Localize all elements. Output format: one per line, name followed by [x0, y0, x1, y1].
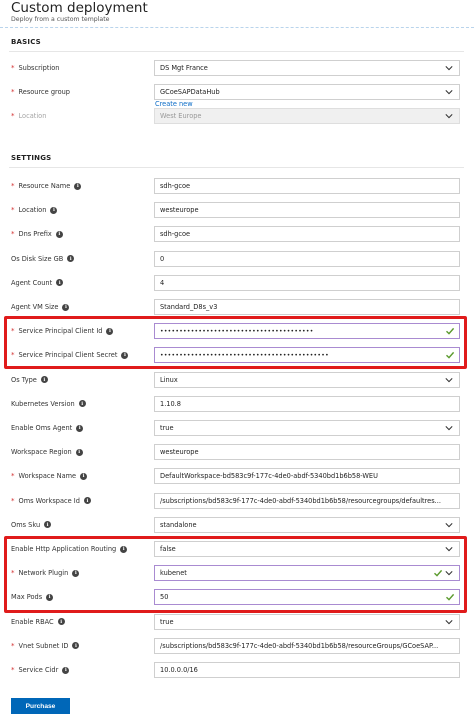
os-type-label	[11, 369, 48, 391]
vnet-subnet-id-input[interactable]	[154, 638, 460, 654]
resource-group-label	[11, 81, 70, 103]
max-pods-label-text: Max Pods	[11, 593, 43, 602]
enable-rbac-value: true	[160, 617, 174, 626]
subscription-label	[11, 57, 59, 79]
form-row-oms-workspace-id	[0, 490, 474, 512]
location-input[interactable]	[154, 202, 460, 218]
workspace-name-input[interactable]	[154, 468, 460, 484]
service-principal-client-secret-label-text: Service Principal Client Secret	[18, 351, 118, 360]
service-cidr-input[interactable]	[154, 662, 460, 678]
oms-workspace-id-label-text: Oms Workspace Id	[18, 496, 80, 505]
required-marker: *	[11, 472, 15, 481]
resource-group-dropdown[interactable]	[154, 84, 460, 100]
chevron-down-icon[interactable]	[445, 64, 453, 72]
info-icon[interactable]: i	[50, 207, 57, 214]
page-title: Custom deployment	[11, 0, 148, 16]
enable-http-application-routing-label-text: Enable Http Application Routing	[11, 545, 117, 553]
form-row-enable-rbac	[0, 611, 474, 633]
info-icon[interactable]: i	[76, 425, 83, 432]
enable-rbac-label	[11, 611, 65, 633]
form-row-service-cidr	[0, 659, 474, 681]
os-disk-size-gb-input[interactable]	[154, 251, 460, 267]
form-row-resource-group	[0, 81, 474, 103]
os-disk-size-gb-label-text: Os Disk Size GB	[11, 254, 64, 263]
workspace-name-label	[11, 465, 87, 487]
info-icon[interactable]: i	[72, 642, 79, 649]
form-row-dns-prefix	[0, 223, 474, 245]
create-new-resource-group-link[interactable]: Create new	[155, 100, 193, 108]
info-icon[interactable]: i	[106, 328, 113, 335]
info-icon[interactable]: i	[74, 183, 81, 190]
info-icon[interactable]: i	[62, 667, 69, 674]
agent-count-label-text: Agent Count	[11, 278, 53, 287]
required-marker: *	[11, 496, 15, 505]
location-label-text: Location	[18, 112, 47, 120]
workspace-name-label-text: Workspace Name	[18, 472, 77, 481]
info-icon[interactable]: i	[46, 594, 53, 601]
workspace-region-label	[11, 441, 83, 463]
page-subtitle: Deploy from a custom template	[11, 16, 110, 23]
kubernetes-version-input[interactable]	[154, 396, 460, 412]
workspace-region-input[interactable]	[154, 444, 460, 460]
resource-name-input[interactable]	[154, 178, 460, 194]
blade-header	[0, 0, 474, 28]
form-row-resource-name	[0, 175, 474, 197]
form-row-location	[0, 105, 474, 127]
resource-name-label	[11, 175, 81, 197]
os-type-dropdown[interactable]	[154, 372, 460, 388]
workspace-region-label-text: Workspace Region	[11, 448, 72, 457]
dns-prefix-label	[11, 223, 63, 245]
info-icon[interactable]: i	[79, 400, 86, 407]
form-row-agent-vm-size	[0, 296, 474, 318]
location-label	[11, 105, 46, 127]
settings-heading: SETTINGS	[11, 154, 52, 162]
vnet-subnet-id-value: /subscriptions/bd583c9f-177c-4de0-abdf-5340bd1b6b58/resourceGroups/GCoeSAP...	[160, 641, 439, 650]
info-icon[interactable]: i	[41, 376, 48, 383]
oms-workspace-id-input[interactable]	[154, 493, 460, 509]
chevron-down-icon[interactable]	[445, 521, 453, 529]
service-principal-client-secret-value: ••••••••••••••••••••••••••••••••••••••••••••	[160, 351, 329, 359]
info-icon[interactable]: i	[58, 618, 65, 625]
subscription-dropdown[interactable]	[154, 60, 460, 76]
resource-name-value: sdh-gcoe	[160, 182, 191, 190]
agent-vm-size-label-text: Agent VM Size	[11, 303, 59, 311]
required-marker: *	[11, 206, 15, 215]
subscription-value: DS Mgt France	[160, 64, 208, 72]
agent-vm-size-input[interactable]	[154, 299, 460, 315]
workspace-region-value: westeurope	[160, 448, 199, 457]
settings-divider	[9, 167, 464, 168]
enable-oms-agent-label	[11, 417, 83, 439]
required-marker: *	[11, 182, 15, 190]
required-marker: *	[11, 64, 15, 72]
required-marker: *	[11, 641, 15, 650]
service-principal-highlight-box	[4, 316, 467, 369]
os-type-label-text: Os Type	[11, 375, 37, 384]
info-icon[interactable]: i	[72, 570, 79, 577]
os-disk-size-gb-label	[11, 248, 74, 270]
agent-count-value: 4	[160, 278, 165, 287]
vnet-subnet-id-label	[11, 635, 79, 657]
enable-rbac-dropdown[interactable]	[154, 614, 460, 630]
form-row-subscription	[0, 57, 474, 79]
info-icon[interactable]: i	[67, 255, 74, 262]
kubernetes-version-value: 1.10.8	[160, 399, 181, 408]
service-principal-client-id-value: ••••••••••••••••••••••••••••••••••••••••	[160, 327, 314, 335]
dns-prefix-label-text: Dns Prefix	[18, 230, 52, 239]
enable-http-application-routing-value: false	[160, 545, 176, 553]
location-value: westeurope	[160, 206, 199, 215]
form-row-oms-sku	[0, 514, 474, 536]
chevron-down-icon[interactable]	[445, 88, 453, 96]
info-icon[interactable]: i	[80, 473, 87, 480]
info-icon[interactable]: i	[121, 352, 128, 359]
form-row-workspace-region	[0, 441, 474, 463]
form-row-enable-oms-agent	[0, 417, 474, 439]
basics-heading: BASICS	[11, 38, 41, 46]
resource-group-value: GCoeSAPDataHub	[160, 88, 220, 96]
info-icon[interactable]: i	[56, 231, 63, 238]
form-row-location	[0, 199, 474, 221]
network-plugin-value: kubenet	[160, 569, 187, 578]
basics-divider	[9, 51, 464, 52]
chevron-down-icon[interactable]	[445, 424, 453, 432]
oms-sku-value: standalone	[160, 520, 197, 529]
resource-name-label-text: Resource Name	[18, 182, 71, 190]
dns-prefix-input[interactable]	[154, 226, 460, 242]
oms-sku-label	[11, 514, 51, 536]
kubernetes-version-label-text: Kubernetes Version	[11, 399, 75, 408]
required-marker: *	[11, 351, 15, 360]
agent-count-input[interactable]	[154, 275, 460, 291]
service-cidr-label	[11, 659, 69, 681]
agent-count-label	[11, 272, 63, 294]
chevron-down-icon[interactable]	[445, 376, 453, 384]
workspace-name-value: DefaultWorkspace-bd583c9f-177c-4de0-abdf-5340bd1b6b58-WEU	[160, 472, 378, 481]
os-disk-size-gb-value: 0	[160, 254, 165, 263]
chevron-down-icon[interactable]	[445, 112, 453, 120]
dns-prefix-value: sdh-gcoe	[160, 230, 191, 239]
oms-workspace-id-value: /subscriptions/bd583c9f-177c-4de0-abdf-5340bd1b6b58/resourcegroups/defaultres...	[160, 496, 441, 505]
info-icon[interactable]: i	[76, 449, 83, 456]
info-icon[interactable]: i	[84, 497, 91, 504]
resource-group-label-text: Resource group	[18, 88, 70, 96]
required-marker: *	[11, 569, 15, 578]
required-marker: *	[11, 666, 15, 674]
location-label-text: Location	[18, 206, 47, 215]
required-marker: *	[11, 88, 15, 96]
required-marker: *	[11, 230, 15, 239]
enable-oms-agent-dropdown[interactable]	[154, 420, 460, 436]
form-row-os-type	[0, 369, 474, 391]
service-principal-client-id-label-text: Service Principal Client Id	[18, 327, 103, 336]
location-dropdown	[154, 108, 460, 124]
purchase-button[interactable]: Purchase	[11, 698, 70, 714]
info-icon[interactable]: i	[56, 279, 63, 286]
form-row-workspace-name	[0, 465, 474, 487]
form-row-agent-count	[0, 272, 474, 294]
os-type-value: Linux	[160, 375, 178, 384]
service-cidr-label-text: Service Cidr	[18, 666, 59, 674]
kubernetes-version-label	[11, 393, 86, 415]
location-value: West Europe	[160, 112, 202, 120]
max-pods-value: 50	[160, 593, 169, 602]
info-icon[interactable]: i	[120, 546, 127, 553]
enable-oms-agent-label-text: Enable Oms Agent	[11, 424, 73, 432]
info-icon[interactable]: i	[44, 521, 51, 528]
oms-sku-label-text: Oms Sku	[11, 520, 41, 529]
form-row-os-disk-size-gb	[0, 248, 474, 270]
location-label	[11, 199, 57, 221]
required-marker: *	[11, 327, 15, 336]
vnet-subnet-id-label-text: Vnet Subnet ID	[18, 641, 69, 650]
chevron-down-icon[interactable]	[445, 618, 453, 626]
agent-vm-size-value: Standard_D8s_v3	[160, 303, 218, 311]
info-icon[interactable]: i	[62, 304, 69, 311]
form-row-vnet-subnet-id	[0, 635, 474, 657]
enable-oms-agent-value: true	[160, 424, 174, 432]
required-marker: *	[11, 112, 15, 120]
service-cidr-value: 10.0.0.0/16	[160, 666, 198, 674]
agent-vm-size-label	[11, 296, 69, 318]
enable-rbac-label-text: Enable RBAC	[11, 617, 54, 626]
form-row-kubernetes-version	[0, 393, 474, 415]
subscription-label-text: Subscription	[18, 64, 60, 72]
oms-workspace-id-label	[11, 490, 91, 512]
networking-highlight-box	[4, 536, 467, 613]
network-plugin-label-text: Network Plugin	[18, 569, 69, 578]
oms-sku-dropdown[interactable]	[154, 517, 460, 533]
